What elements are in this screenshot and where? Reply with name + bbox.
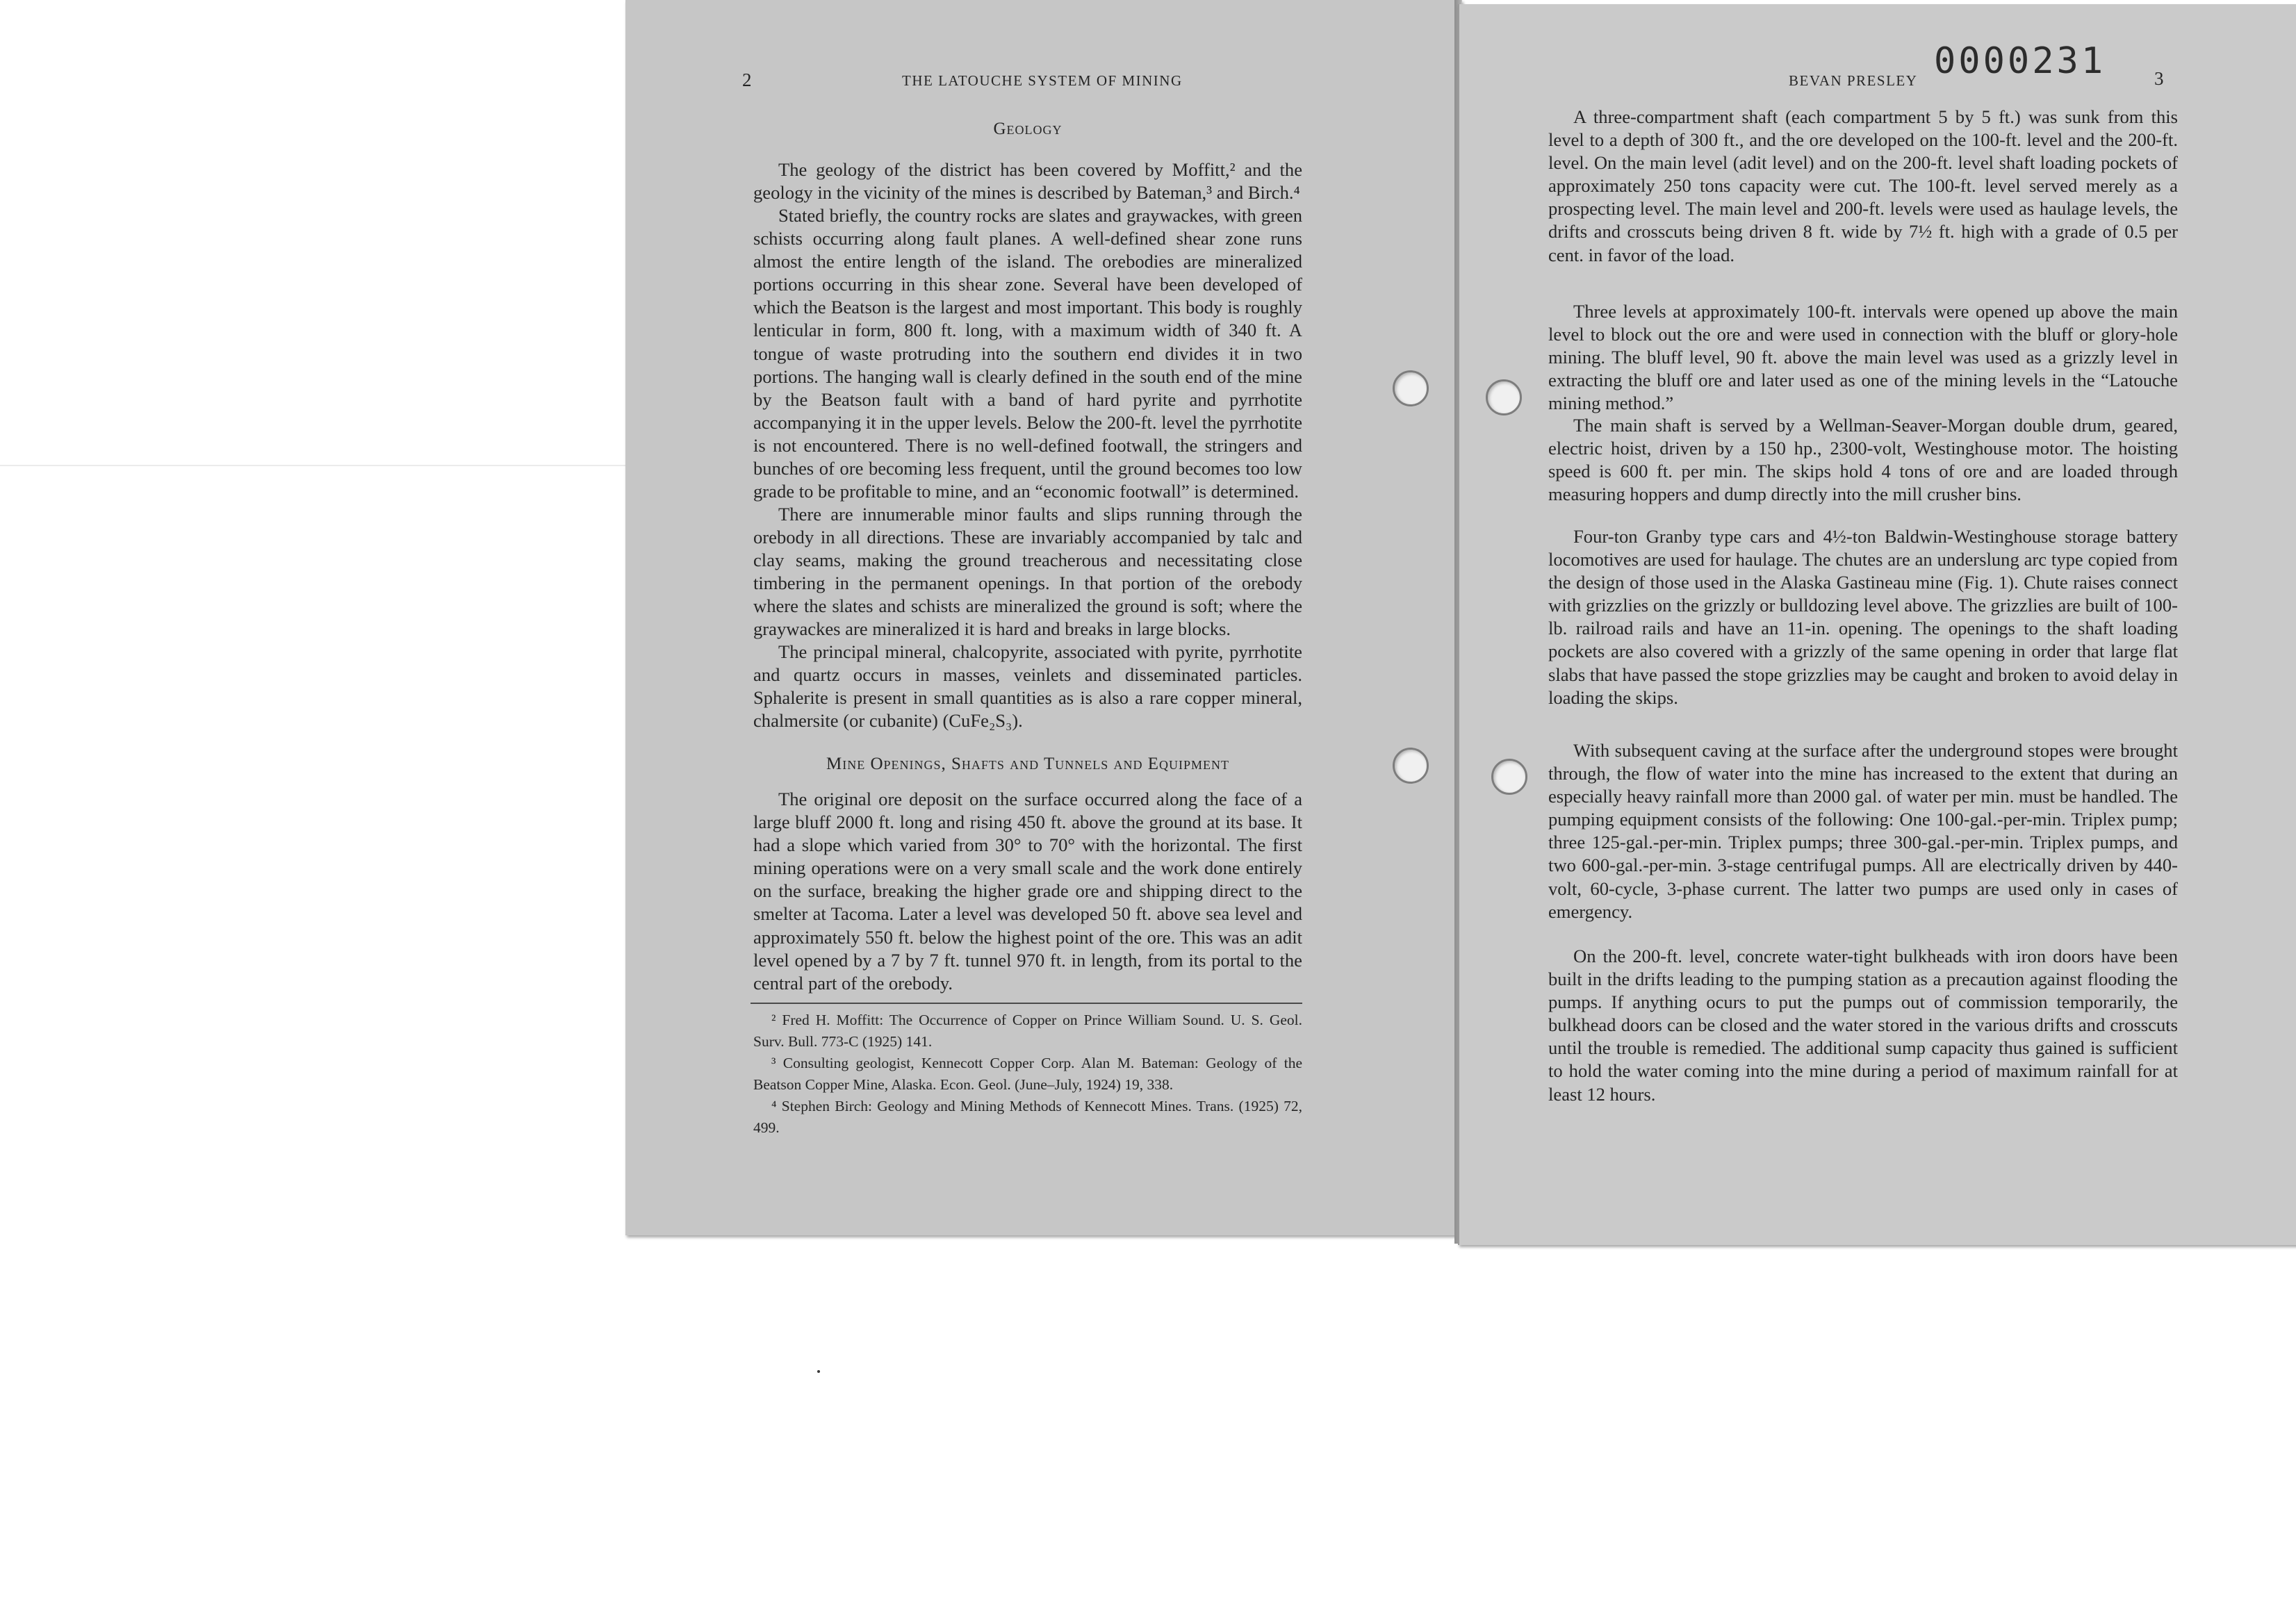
left-page — [625, 0, 1462, 1235]
geology-paragraph-1: The geology of the district has been covered by Moffitt,² and the geology in the vicinity of the mines is described by Bateman,³ and Birch.⁴ — [753, 159, 1302, 204]
right-page-number: 3 — [2154, 68, 2164, 89]
openings-heading: Mine Openings, Shafts and Tunnels and Equipment — [826, 755, 1230, 773]
scan-speck — [817, 1370, 820, 1373]
footnote-2: ² Fred H. Moffitt: The Occurrence of Copper on Prince William Sound. U. S. Geol. Surv. Bull. 773-C (1925) 141. — [753, 1012, 1302, 1050]
punch-hole-bottom-right — [1491, 759, 1527, 795]
geology-paragraph-4: The principal mineral, chalcopyrite, associated with pyrite, pyrrhotite and quartz occurs in masses, veinlets and disseminated particles. Sphalerite is present in small quantities as is also a rare copper mineral, chalmersite (or cubanite) (CuFe₂S₃). — [753, 641, 1302, 732]
right-paragraph-1: A three-compartment shaft (each compartment 5 by 5 ft.) was sunk from this level to a depth of 300 ft., and the ore developed on the 100-ft. level and the 200-ft. level. On the main level (adit level) and on the 200-ft. level shaft loading pockets of approximately 250 tons capacity were cut. The 100-ft. level served merely as a prospecting level. The main level and 200-ft. levels were used as haulage levels, the drifts and crosscuts being driven 8 ft. wide by 7½ ft. high with a grade of 0.5 per cent. in favor of the load. — [1548, 106, 2178, 265]
left-running-head: THE LATOUCHE SYSTEM OF MINING — [902, 72, 1183, 89]
geology-paragraph-3: There are innumerable minor faults and slips running through the orebody in all directions. These are invariably accompanied by talc and clay seams, making the ground treacherous and necessitating close timbering in the permanent openings. In that portion of the orebody where the slates and schists are mineralized the ground is soft; where the graywackes are mineralized it is hard and breaks in large blocks. — [753, 504, 1302, 640]
right-paragraph-3: The main shaft is served by a Wellman-Seaver-Morgan double drum, geared, electric hoist, driven by a 150 hp., 2300-volt, Westinghouse motor. The hoisting speed is 600 ft. per min. The skips hold 4 tons of ore and are loaded through measuring hoppers and dump directly into the mill crusher bins. — [1548, 415, 2178, 505]
openings-paragraph-1: The original ore deposit on the surface occurred along the face of a large bluff 2000 ft. long and rising 450 ft. above the ground at its base. It had a slope which varied from 30° to 70° with the horizontal. The first mining operations were on a very small scale and the work done entirely on the surface, breaking the higher grade ore and shipping direct to the smelter at Tacoma. Later a level was developed 50 ft. above sea level and approximately 550 ft. below the highest point of the ore. This was an adit level opened by a 7 by 7 ft. tunnel 970 ft. in length, from its portal to the central part of the orebody. — [753, 789, 1302, 994]
punch-hole-bottom-left — [1393, 748, 1429, 784]
geology-paragraph-2: Stated briefly, the country rocks are slates and graywackes, with green schists occurring along fault planes. A well-defined shear zone runs almost the entire length of the island. The orebodies are mineralized portions occurring in this shear zone. Several have been developed of which the Beatson is the largest and most important. This body is roughly lenticular in form, 800 ft. long, with a maximum width of 340 ft. A tongue of waste protruding into the southern end divides it in two portions. The hanging wall is clearly defined in the south end of the mine by the Beatson fault with a band of hard pyrite and pyrrhotite accompanying it in the upper levels. Below the 200-ft. level the pyrrhotite is not encountered. There is no well-defined footwall, the stringers and bunches of ore becoming less frequent, until the ground becomes too low grade to be profitable to mine, and an “economic footwall” is determined. — [753, 205, 1302, 502]
archive-stamp-number: 0000231 — [1934, 40, 2106, 82]
right-paragraph-5: With subsequent caving at the surface after the underground stopes were brought through, the flow of water into the mine has increased to the extent that during an especially heavy rainfall more than 2000 gal. of water per min. must be handled. The pumping equipment consists of the following: One 100-gal.-per-min. Triplex pump; three 125-gal.-per-min. Triplex pumps; three 300-gal.-per-min. Triplex pumps, and two 600-gal.-per-min. 3-stage centrifugal pumps. All are electrically driven by 440-volt, 60-cycle, 3-phase current. The latter two pumps are used only in cases of emergency. — [1548, 740, 2178, 922]
right-paragraph-4: Four-ton Granby type cars and 4½-ton Baldwin-Westinghouse storage battery locomotives are used for haulage. The chutes are an underslung arc type copied from the design of those used in the Alaska Gastineau mine (Fig. 1). Chute raises connect with grizzlies on the grizzly or bulldozing level above. The grizzlies are built of 100-lb. railroad rails and have an 11-in. opening. The openings to the shaft loading pockets are also covered with a grizzly of the same opening in order that large flat slabs that have passed the stope grizzlies may be caught and broken to avoid delay in loading the skips. — [1548, 526, 2178, 708]
geology-heading: Geology — [993, 120, 1063, 138]
punch-hole-top-left — [1393, 370, 1429, 406]
footnotes — [753, 1010, 1302, 1139]
right-paragraph-2: Three levels at approximately 100-ft. intervals were opened up above the main level to block out the ore and were used in connection with the bluff or glory-hole mining. The bluff level, 90 ft. above the main level was used as a grizzly level in extracting the bluff ore and later used as one of the mining levels in the “Latouche mining method.” — [1548, 301, 2178, 414]
left-page-number: 2 — [742, 69, 752, 90]
right-paragraph-6: On the 200-ft. level, concrete water-tight bulkheads with iron doors have been built in the drifts leading to the pumping station as a precaution against flooding the pumps. If anything ocurs to put the pumps out of commission temporarily, the bulkhead doors can be closed and the water stored in the various drifts and crosscuts until the trouble is remedied. The additional sump capacity thus gained is sufficient to hold the water coming into the mine during a period of maximum rainfall for at least 12 hours. — [1548, 946, 2178, 1105]
punch-hole-top-right — [1486, 379, 1522, 415]
footnote-4: ⁴ Stephen Birch: Geology and Mining Methods of Kennecott Mines. Trans. (1925) 72, 499. — [753, 1098, 1302, 1136]
footnote-3: ³ Consulting geologist, Kennecott Copper Corp. Alan M. Bateman: Geology of the Beatson Copper Mine, Alaska. Econ. Geol. (June–July, 1924) 19, 338. — [753, 1055, 1302, 1093]
scan-background-line — [0, 465, 625, 466]
right-running-head: BEVAN PRESLEY — [1789, 72, 1918, 89]
footnote-rule — [751, 1003, 1302, 1004]
right-page — [1458, 4, 2296, 1245]
